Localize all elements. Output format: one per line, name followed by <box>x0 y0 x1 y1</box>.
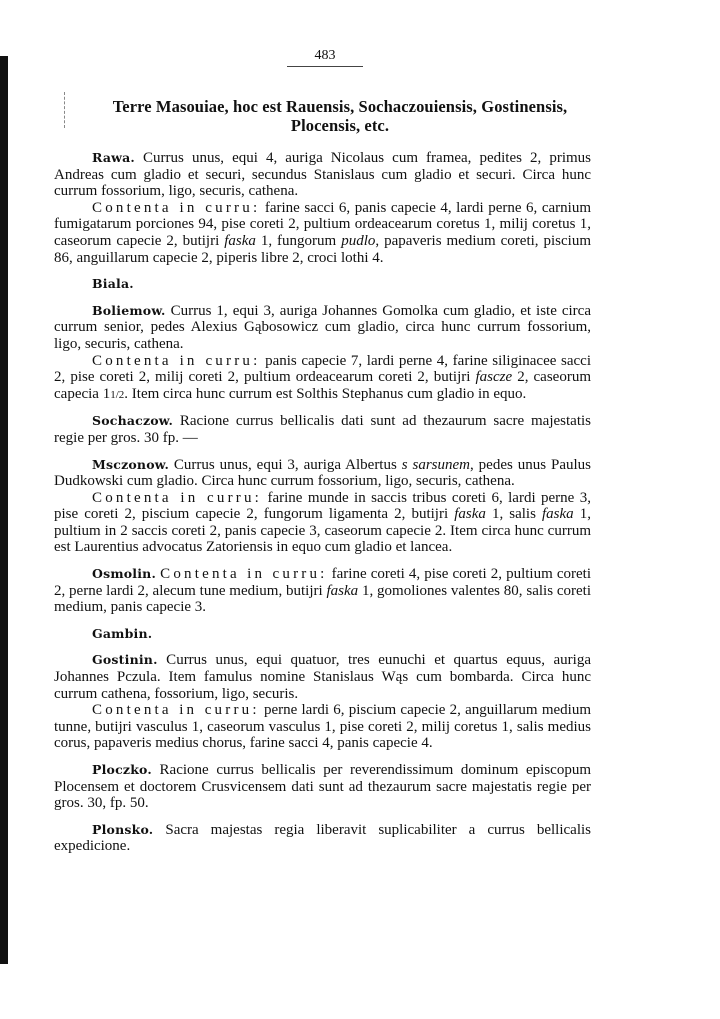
contents-text: farine coreti 4, pise coreti 2, pultium coreti 2, perne lardi 2, alecum tune medium, butijri <box>54 566 591 599</box>
contents-text: , papaveris medium coreti, piscium 86, anguillarum capecie 2, piperis libre 2, croci lothi 4. <box>54 232 591 266</box>
entry-plonsko <box>54 822 591 855</box>
entry-msczonow-contents <box>54 490 591 556</box>
entry-gostinin-contents <box>54 702 591 752</box>
contenta-label: Contenta in curru: <box>92 702 260 719</box>
entry-text: Racione currus bellicalis dati sunt ad thezaurum sacre majestatis regie per gros. 30 fp. — <box>54 413 591 446</box>
contents-text: 1, gomoliones valentes 80, salis coreti medium, panis capecie 3. <box>54 582 591 616</box>
contents-text: 1, pultium in 2 saccis coreti 2, panis capecie 3, caseorum capecie 2. Item circa hunc currum est Laurentius advocatus Zatoriensis in equo cum gladio et lancea. <box>54 506 592 556</box>
contenta-label: Contenta in curru: <box>92 489 263 506</box>
contents-italic: faska <box>454 506 486 523</box>
contents-text: panis capecie 7, lardi perne 4, farine siliginacee sacci 2, pise coreti 2, milij coreti 2, pultium ordeacearum coreti 2, butijri <box>54 352 591 386</box>
place-name: Osmolin. <box>92 566 157 582</box>
contents-italic: faska <box>326 582 359 599</box>
entry-boliemow <box>54 303 591 353</box>
contents-italic: pudlo <box>341 232 376 249</box>
contents-text: farine sacci 6, panis capecie 4, lardi perne 6, carnium fumigatarum porciones 94, pise coreti 2, pultium ordeacearum coretus 1, milij coretus 1, caseorum capecie 2, butijri <box>54 199 591 249</box>
heading-line-1: Terre Masouiae, hoc est Rauensis, Sochaczouiensis, Gostinensis, <box>112 97 568 116</box>
entry-ploczko <box>54 762 591 812</box>
contents-text: perne lardi 6, piscium capecie 2, anguillarum medium tunne, butijri vasculus 1, caseorum vasculus 1, pise coreti 2, milij coretus 1, salis medius corus, papaveris medius chorus, farine sacci 4, panis capecie 4. <box>54 702 591 752</box>
contents-italic: fascze <box>475 369 513 386</box>
entry-boliemow-contents <box>54 353 591 404</box>
entry-msczonow <box>54 457 591 490</box>
entry-osmolin <box>54 566 591 616</box>
entry-text: Currus unus, equi 3, auriga Albertus <box>169 456 402 473</box>
place-name: Sochaczow. <box>92 413 174 429</box>
place-name: Plonsko. <box>92 821 154 837</box>
contents-italic: faska <box>224 232 256 249</box>
entry-sochaczow <box>54 413 591 446</box>
entry-text: Racione currus bellicalis per reverendissimum dominum episcopum Plocensem et doctorem Crusvicensem dati sunt ad thezaurum sacre majestatis regie per gros. 30, fp. 50. <box>54 762 591 812</box>
place-name: Rawa. <box>92 150 135 165</box>
entry-text: , pedes unus Paulus Dudkowski cum gladio. Circa hunc currum fossorium, ligo, securis, cathena. <box>54 456 591 490</box>
entry-text: Currus unus, equi quatuor, tres eunuchi et quartus equus, auriga Johannes Pczula. Item famulus nomine Stanislaus Wąs cum bombarda. Circa hunc currum cathena, fossorium, ligo, securis. <box>54 652 591 702</box>
entry-text: Currus unus, equi 4, auriga Nicolaus cum framea, pedites 2, primus Andreas cum gladio et securi, secundus Stanislaus cum gladio et securi. Circa hunc currum fossorium, ligo, securis, cathena. <box>54 150 591 200</box>
scan-edge-bar <box>0 56 8 964</box>
contenta-label: Contenta in curru: <box>92 199 261 216</box>
place-name: Ploczko. <box>92 762 152 777</box>
entry-biala <box>54 276 591 293</box>
entry-rawa <box>54 150 591 200</box>
place-name: Gambin. <box>92 625 153 641</box>
place-name: Boliemow. <box>92 302 166 318</box>
entry-text: Currus 1, equi 3, auriga Johannes Gomolka cum gladio, et iste circa currum senior, pedes Alexius Gąbosowicz cum gladio, circa hunc currum fossorium, ligo, securis, cathena. <box>54 302 591 352</box>
contents-text: 1, salis <box>485 506 543 523</box>
entry-italic: s sarsunem <box>401 456 470 473</box>
place-name: Gostinin. <box>92 652 158 668</box>
heading-line-2: Plocensis, etc. <box>290 116 390 135</box>
place-name: Msczonow. <box>92 456 170 472</box>
place-name: Biala. <box>92 276 134 292</box>
entry-gambin <box>54 626 591 643</box>
entry-gostinin <box>54 652 591 702</box>
contents-italic: faska <box>542 506 574 523</box>
section-heading <box>60 97 620 135</box>
contents-text: 2, caseorum capecia 1 <box>54 369 591 402</box>
contents-text: . Item circa hunc currum est Solthis Stephanus cum gladio in equo. <box>124 385 527 402</box>
fraction: 1/2 <box>110 388 125 401</box>
page-number: 483 <box>287 48 363 67</box>
contenta-label: Contenta in curru: <box>160 566 328 583</box>
entry-rawa-contents <box>54 200 591 266</box>
contents-text: 1, fungorum <box>255 232 342 249</box>
document-body <box>54 150 591 855</box>
contents-text: farine munde in saccis tribus coreti 6, lardi perne 3, pise coreti 2, piscium capecie 2, fungorum ligamenta 2, butijri <box>54 489 591 523</box>
contenta-label: Contenta in curru: <box>92 352 261 369</box>
entry-text: Sacra majestas regia liberavit suplicabiliter a currus bellicalis expedicione. <box>54 821 591 855</box>
